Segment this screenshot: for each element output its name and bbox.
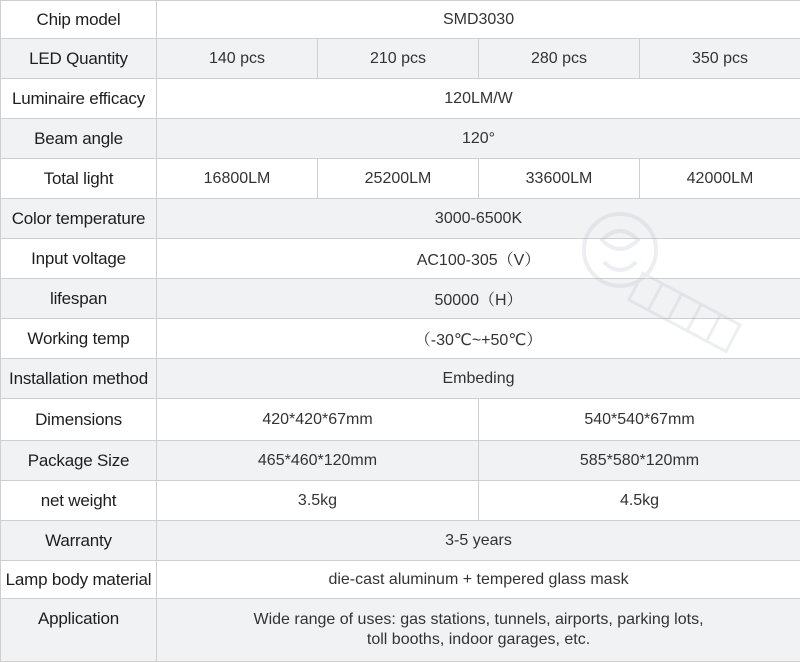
row-working-temp [1,319,800,359]
row-total-light [1,159,800,199]
row-label: Package Size [1,441,157,481]
row-label: Luminaire efficacy [1,79,157,119]
row-value: 540*540*67mm [479,399,800,441]
row-label: Warranty [1,521,157,561]
row-led-quantity [1,39,800,79]
row-value: 4.5kg [479,481,800,521]
row-value: 420*420*67mm [157,399,479,441]
row-value [157,599,800,662]
row-input-voltage [1,239,800,279]
row-label: LED Quantity [1,39,157,79]
row-label: Application [1,599,157,662]
row-value: 25200LM [318,159,479,199]
row-application [1,599,800,662]
row-value: SMD3030 [157,1,800,39]
application-line: Wide range of uses: gas stations, tunnels, airports, parking lots, [161,610,796,630]
row-dimensions [1,399,800,441]
row-value: 50000（H） [157,279,800,319]
row-package-size [1,441,800,481]
row-value: 465*460*120mm [157,441,479,481]
row-value: 42000LM [640,159,800,199]
row-value: 3.5kg [157,481,479,521]
row-value: 280 pcs [479,39,640,79]
row-value: 210 pcs [318,39,479,79]
application-line: toll booths, indoor garages, etc. [161,630,796,650]
row-label: net weight [1,481,157,521]
row-value: （-30℃~+50℃） [157,319,800,359]
row-label: Total light [1,159,157,199]
row-label: Installation method [1,359,157,399]
row-value: Embeding [157,359,800,399]
row-value: die-cast aluminum + tempered glass mask [157,561,800,599]
row-lifespan [1,279,800,319]
row-value: 120° [157,119,800,159]
row-label: Input voltage [1,239,157,279]
row-color-temperature [1,199,800,239]
row-beam-angle [1,119,800,159]
row-value: 3-5 years [157,521,800,561]
row-label: lifespan [1,279,157,319]
row-label: Beam angle [1,119,157,159]
row-value: 33600LM [479,159,640,199]
row-value: 140 pcs [157,39,318,79]
row-label: Chip model [1,1,157,39]
row-value: 120LM/W [157,79,800,119]
row-lamp-body-material [1,561,800,599]
row-value: 350 pcs [640,39,800,79]
row-installation-method [1,359,800,399]
row-value: 3000-6500K [157,199,800,239]
row-value: AC100-305（V） [157,239,800,279]
row-warranty [1,521,800,561]
row-label: Dimensions [1,399,157,441]
row-label: Working temp [1,319,157,359]
row-net-weight [1,481,800,521]
row-label: Color temperature [1,199,157,239]
row-efficacy [1,79,800,119]
row-value: 16800LM [157,159,318,199]
row-value: 585*580*120mm [479,441,800,481]
row-chip-model [1,1,800,39]
row-label: Lamp body material [1,561,157,599]
